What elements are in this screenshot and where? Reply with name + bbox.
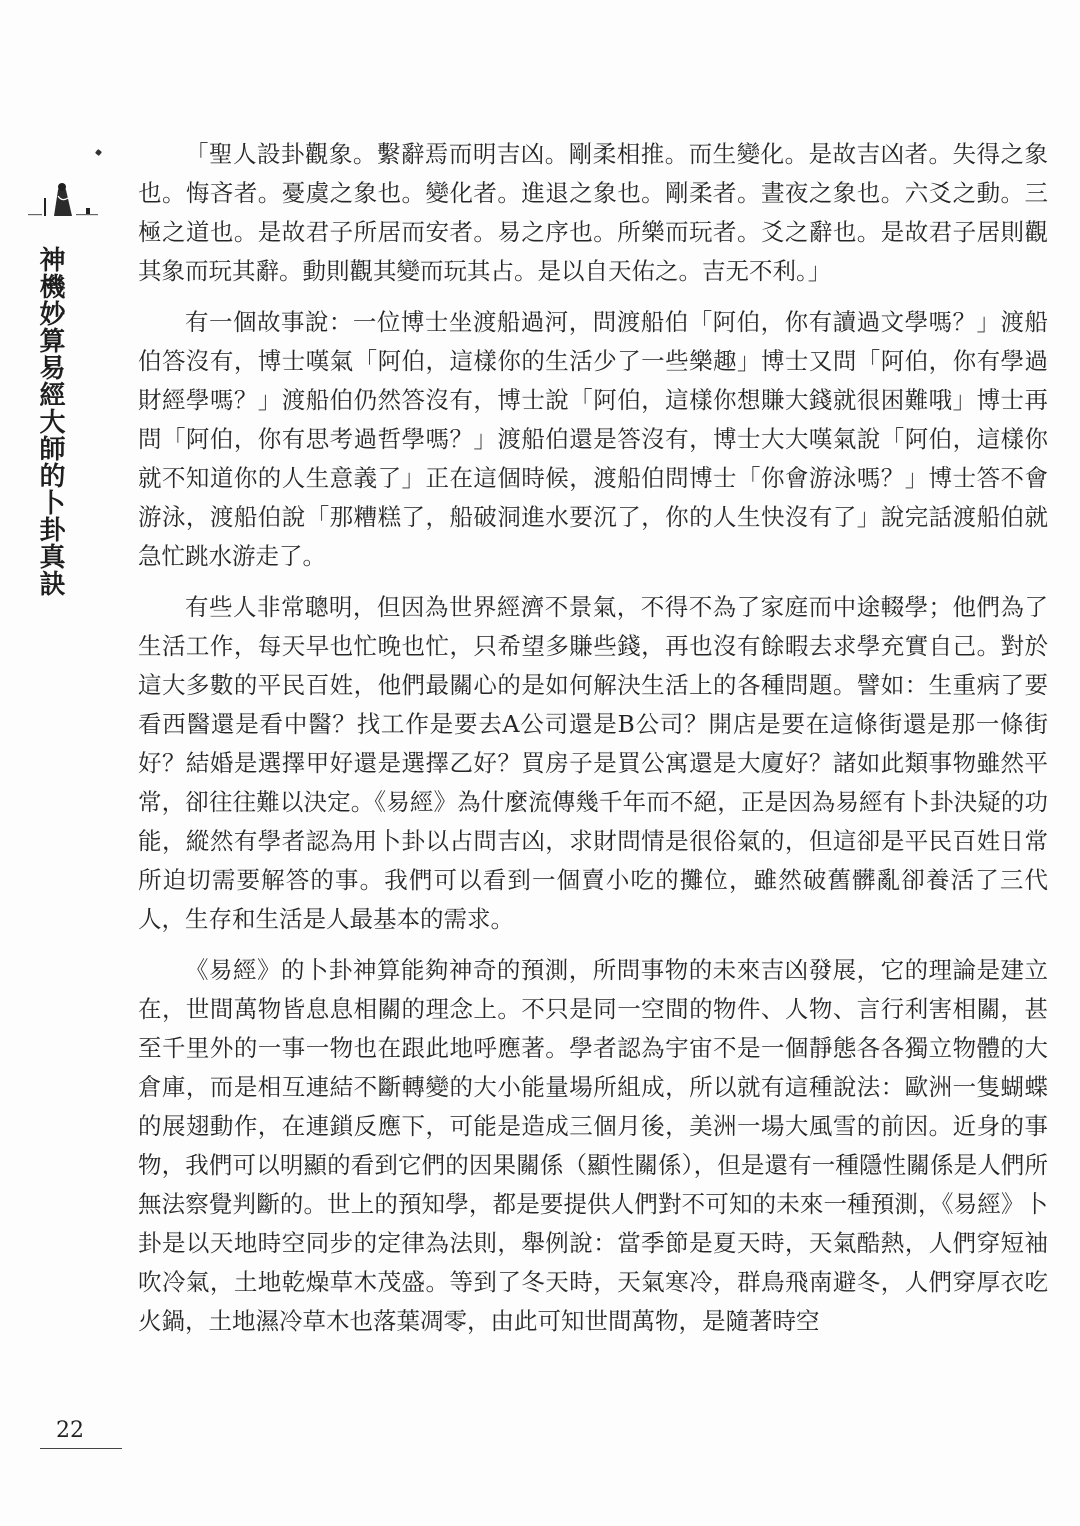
sage-figure-icon: [28, 178, 100, 218]
dot-ornament-icon: [95, 149, 102, 156]
book-title-vertical: 神機妙算易經大師的卜卦真訣: [35, 246, 65, 597]
paragraph-4: 《易經》的卜卦神算能夠神奇的預測，所問事物的未來吉凶發展，它的理論是建立在，世間萬物皆息息相關的理念上。不只是同一空間的物件、人物、言行利害相關，甚至千里外的一事一物也在跟此地呼應著。學者認為宇宙不是一個靜態各各獨立物體的大倉庫，而是相互連結不斷轉變的大小能量場所組成，所以就有這種說法：歐洲一隻蝴蝶的展翅動作，在連鎖反應下，可能是造成三個月後，美洲一場大風雪的前因。近身的事物，我們可以明顯的看到它們的因果關係（顯性關係），但是還有一種隱性關係是人們所無法察覺判斷的。世上的預知學，都是要提供人們對不可知的未來一種預測，《易經》卜卦是以天地時空同步的定律為法則，舉例說：當季節是夏天時，天氣酷熱，人們穿短袖吹冷氣，土地乾燥草木茂盛。等到了冬天時，天氣寒冷，群鳥飛南避冬，人們穿厚衣吃火鍋，土地濕冷草木也落葉凋零，由此可知世間萬物，是隨著時空: [138, 956, 1048, 1335]
main-text: [138, 135, 1048, 1353]
page-number: 22: [56, 1418, 84, 1443]
footer-rule: [40, 1448, 122, 1449]
paragraph-3: 有些人非常聰明，但因為世界經濟不景氣，不得不為了家庭而中途輟學；他們為了生活工作，每天早也忙晚也忙，只希望多賺些錢，再也沒有餘暇去求學充實自己。對於這大多數的平民百姓，他們最關心的是如何解決生活上的各種問題。譬如：生重病了要看西醫還是看中醫？找工作是要去A公司還是B公司？開店是要在這條街還是那一條街好？結婚是選擇甲好還是選擇乙好？買房子是買公寓還是大廈好？諸如此類事物雖然平常，卻往往難以決定。《易經》為什麼流傳幾千年而不絕，正是因為易經有卜卦決疑的功能，縱然有學者認為用卜卦以占問吉凶，求財問情是很俗氣的，但這卻是平民百姓日常所迫切需要解答的事。我們可以看到一個賣小吃的攤位，雖然破舊髒亂卻養活了三代人，生存和生活是人最基本的需求。: [138, 593, 1048, 933]
paragraph-2: 有一個故事說：一位博士坐渡船過河，問渡船伯「阿伯，你有讀過文學嗎？」渡船伯答沒有，博士嘆氣「阿伯，這樣你的生活少了一些樂趣」博士又問「阿伯，你有學過財經學嗎？」渡船伯仍然答沒有，博士說「阿伯，這樣你想賺大錢就很困難哦」博士再問「阿伯，你有思考過哲學嗎？」渡船伯還是答沒有，博士大大嘆氣說「阿伯，這樣你就不知道你的人生意義了」正在這個時候，渡船伯問博士「你會游泳嗎？」博士答不會游泳，渡船伯說「那糟糕了，船破洞進水要沉了，你的人生快沒有了」說完話渡船伯就急忙跳水游走了。: [138, 308, 1048, 570]
paragraph-1: 「聖人設卦觀象。繫辭焉而明吉凶。剛柔相推。而生變化。是故吉凶者。失得之象也。悔吝者。憂虞之象也。變化者。進退之象也。剛柔者。晝夜之象也。六爻之動。三極之道也。是故君子所居而安者。易之序也。所樂而玩者。爻之辭也。是故君子居則觀其象而玩其辭。動則觀其變而玩其占。是以自天佑之。吉无不利。」: [138, 140, 1048, 285]
